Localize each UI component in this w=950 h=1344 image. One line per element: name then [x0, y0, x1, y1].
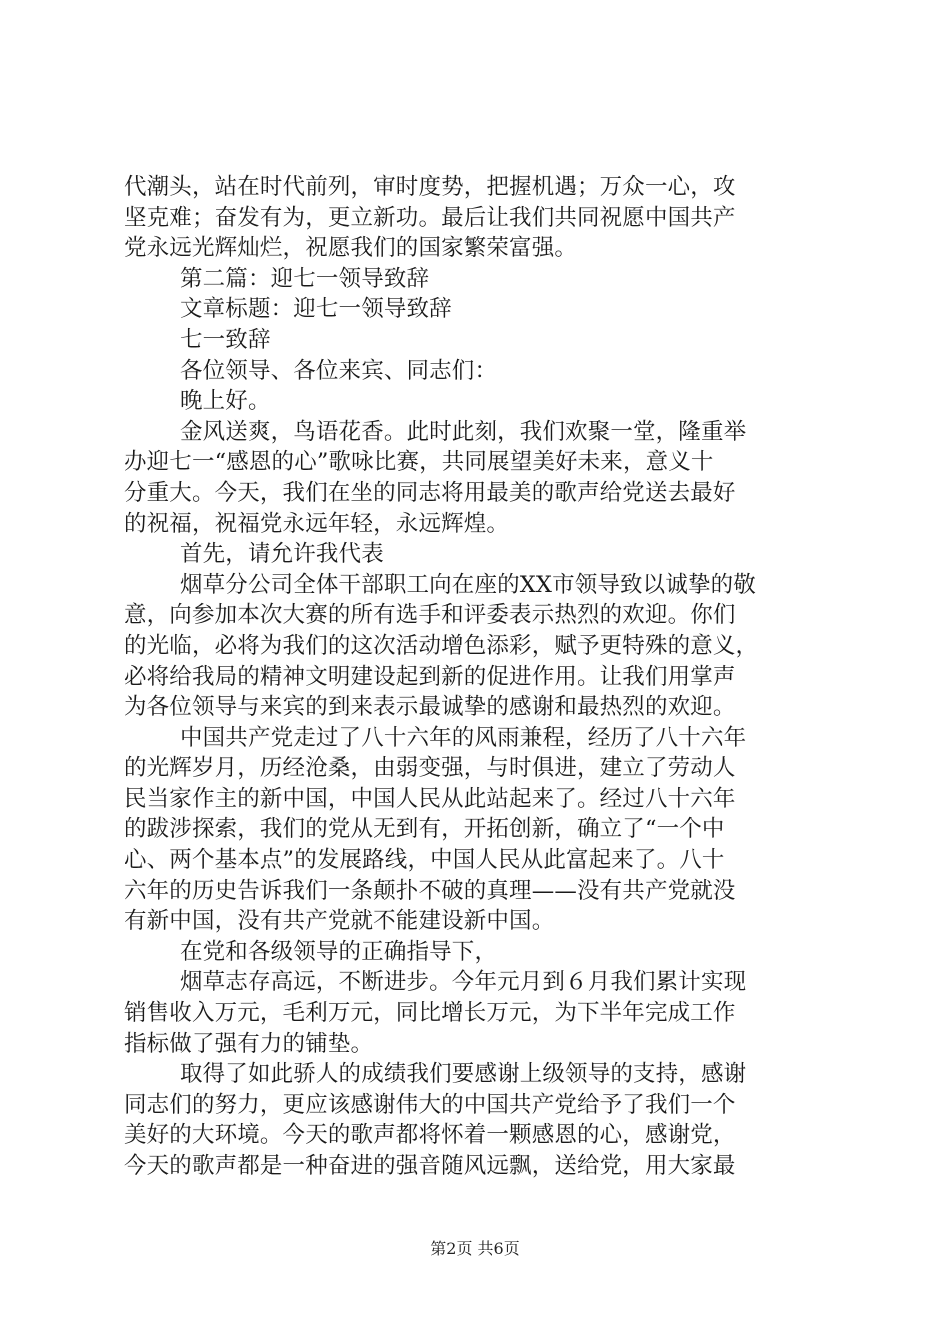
text-line: 金风送爽，鸟语花香。此时此刻，我们欢聚一堂，隆重举: [180, 418, 747, 445]
text-line: 指标做了强有力的铺垫。: [124, 1030, 374, 1057]
text-line: 中国共产党走过了八十六年的风雨兼程，经历了八十六年: [180, 724, 747, 751]
text-line: 代潮头，站在时代前列，审时度势，把握机遇；万众一心，攻: [124, 174, 736, 200]
text-line: 的祝福，祝福党永远年轻，永远辉煌。: [124, 510, 510, 537]
text-line: 为各位领导与来宾的到来表示最诚挚的感谢和最热烈的欢迎。: [124, 694, 736, 721]
text-line: 销售收入万元，毛利万元，同比增长万元，为下半年完成工作: [124, 1000, 736, 1027]
text-line: 在党和各级领导的正确指导下，: [180, 938, 498, 965]
text-line: 七一致辞: [180, 326, 271, 353]
text-line: 的跋涉探索，我们的党从无到有，开拓创新，确立了“一个中: [124, 816, 725, 843]
text-line: 有新中国，没有共产党就不能建设新中国。: [124, 908, 555, 935]
text-line: 坚克难；奋发有为，更立新功。最后让我们共同祝愿中国共产: [124, 204, 736, 231]
text-line: 烟草志存高远，不断进步。今年元月到６月我们累计实现: [180, 969, 747, 996]
text-line: 分重大。今天，我们在坐的同志将用最美的歌声给党送去最好: [124, 479, 736, 506]
text-line: 心、两个基本点”的发展路线，中国人民从此富起来了。八十: [124, 847, 725, 874]
text-line: 的光临，必将为我们的这次活动增色添彩，赋予更特殊的意义，: [124, 632, 759, 659]
text-line: 美好的大环境。今天的歌声都将怀着一颗感恩的心，感谢党，: [124, 1122, 736, 1149]
text-line: 的光辉岁月，历经沧桑，由弱变强，与时俱进，建立了劳动人: [124, 755, 736, 782]
text-line: 晚上好。: [180, 388, 271, 415]
text-line: 烟草分公司全体干部职工向在座的XX市领导致以诚挚的敬: [180, 571, 756, 598]
text-line: 党永远光辉灿烂，祝愿我们的国家繁荣富强。: [124, 235, 578, 262]
text-line: 文章标题：迎七一领导致辞: [180, 296, 452, 323]
text-line: 各位领导、各位来宾、同志们：: [180, 357, 498, 384]
text-line: 必将给我局的精神文明建设起到新的促进作用。让我们用掌声: [124, 663, 736, 690]
document-body: [124, 172, 830, 1182]
text-line: 民当家作主的新中国，中国人民从此站起来了。经过八十六年: [124, 785, 736, 812]
text-line: 取得了如此骄人的成绩我们要感谢上级领导的支持，感谢: [180, 1061, 747, 1088]
text-line: 第二篇：迎七一领导致辞: [180, 265, 430, 292]
text-line: 同志们的努力，更应该感谢伟大的中国共产党给予了我们一个: [124, 1091, 736, 1118]
text-line: 今天的歌声都是一种奋进的强音随风远飘，送给党，用大家最: [124, 1153, 736, 1179]
text-line: 意，向参加本次大赛的所有选手和评委表示热烈的欢迎。你们: [124, 602, 736, 629]
text-line: 首先，请允许我代表: [180, 541, 384, 568]
text-line: 六年的历史告诉我们一条颠扑不破的真理——没有共产党就没: [124, 877, 736, 904]
page-footer: 第2页 共6页: [430, 1239, 520, 1258]
text-line: 办迎七一“感恩的心”歌咏比赛，共同展望美好未来，意义十: [124, 449, 714, 476]
